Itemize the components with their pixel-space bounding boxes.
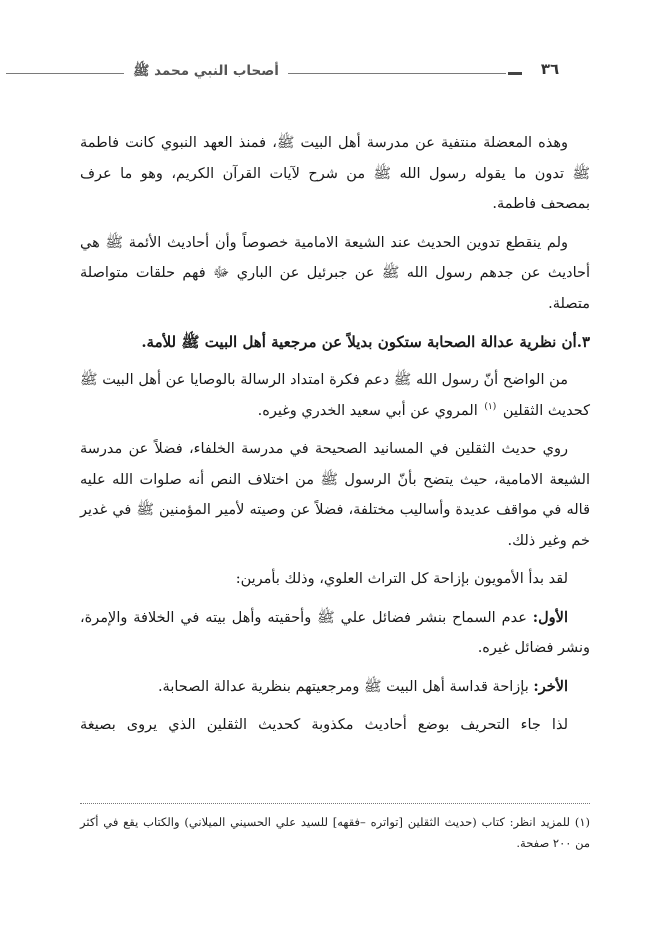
page-number: ٣٦ [540, 60, 560, 78]
header-rule-tick [508, 72, 522, 75]
paragraph-8 [80, 672, 590, 703]
footnote-separator [80, 803, 590, 804]
footnote-1: (١) للمزيد انظر: كتاب (حديث الثقلين [تواتره –فقهه] للسيد علي الحسيني الميلاني) والكتاب يقع في أكثر من ٢٠٠ صفحة. [80, 815, 590, 850]
book-title: أصحاب النبي محمد ﷺ [133, 63, 279, 79]
header-rule-middle [288, 73, 506, 74]
footnote-reference: (١) [484, 401, 497, 412]
paragraph-4-text-a: من الواضح أنّ رسول الله ﷺ دعم فكرة امتداد الرسالة بالوصايا عن أهل البيت ﷺ كحديث الثقلين [80, 372, 590, 419]
header-rule-left [6, 73, 124, 74]
running-header [0, 62, 669, 84]
paragraph-5: روي حديث الثقلين في المسانيد الصحيحة في مدرسة الخلفاء، فضلاً عن مدرسة الشيعة الامامية، حيث يتضح بأنّ الرسول ﷺ من اختلاف النص أنه صلوات الله عليه قاله في مواقف عديدة وأساليب مختلفة، فضلاً عن وصيته لأمير المؤمنين ﷺ في غدير خم وغير ذلك. [80, 441, 590, 549]
paragraph-4 [80, 365, 590, 426]
paragraph-1: وهذه المعضلة منتفية عن مدرسة أهل البيت ﷺ، فمنذ العهد النبوي كانت فاطمة ﷺ تدون ما يقوله رسول الله ﷺ من شرح لآيات القرآن الكريم، وهو ما عرف بمصحف فاطمة. [80, 135, 590, 212]
paragraph-9: لذا جاء التحريف بوضع أحاديث مكذوبة كحديث الثقلين الذي يروى بصيغة [80, 717, 568, 733]
paragraph-6: لقد بدأ الأمويون بإزاحة كل التراث العلوي، وذلك بأمرين: [235, 571, 568, 587]
paragraph-8-text: بإزاحة قداسة أهل البيت ﷺ ومرجعيتهم بنظرية عدالة الصحابة. [157, 678, 529, 695]
paragraph-2: ولم ينقطع تدوين الحديث عند الشيعة الامامية خصوصاً وأن أحاديث الأئمة ﷺ هي أحاديث عن جدهم رسول الله ﷺ عن جبرئيل عن الباري ﷻ فهم حلقات متواصلة متصلة. [80, 234, 590, 312]
paragraph-7-text: عدم السماح بنشر فضائل علي ﷺ وأحقيته وأهل بيته في الخلافة والإمرة، ونشر فضائل غيره. [80, 609, 590, 656]
section-heading-3: ٣.أن نظرية عدالة الصحابة ستكون بديلاً عن مرجعية أهل البيت ﷺ للأمة. [141, 333, 590, 351]
paragraph-4-text-b: المروي عن أبي سعيد الخدري وغيره. [257, 402, 478, 419]
paragraph-7 [80, 603, 590, 664]
main-text [80, 128, 590, 741]
paragraph-7-lead: الأول: [532, 608, 568, 626]
paragraph-8-lead: الأخر: [533, 677, 568, 695]
